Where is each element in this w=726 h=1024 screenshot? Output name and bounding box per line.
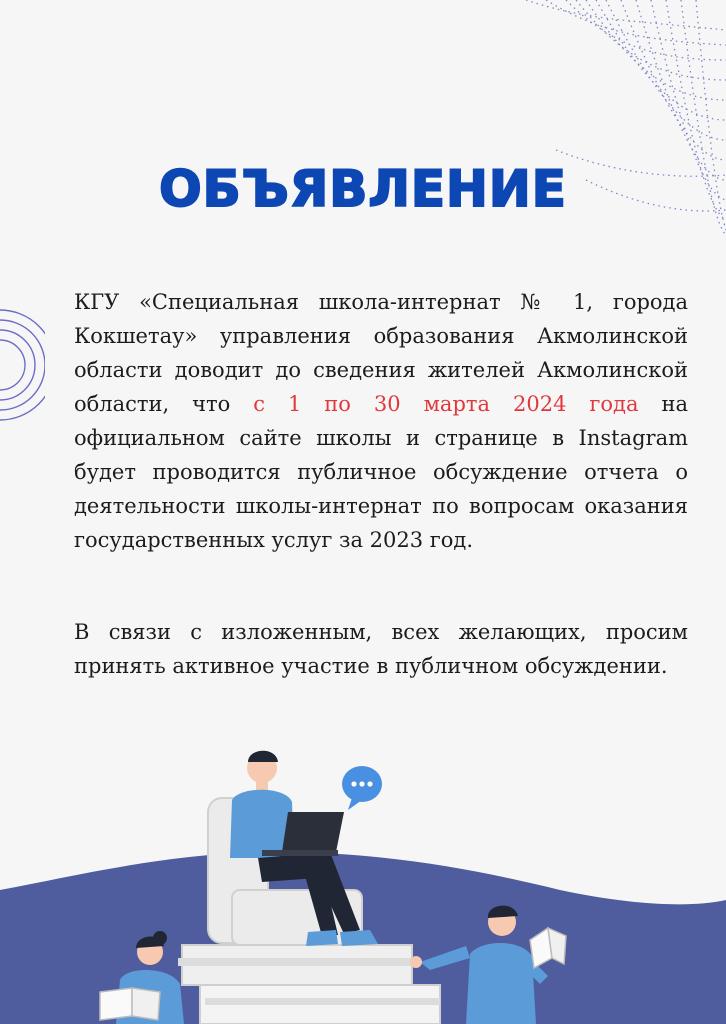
paragraph-text-start: КГУ «Специальная школа-интернат № 1, города Кокшетау» управления образования Акмолинской области доводит до сведения жителей Акмолинской области, что (74, 290, 688, 416)
page-title: ОБЪЯВЛЕНИЕ (159, 160, 567, 218)
illustration (0, 740, 726, 1024)
invitation-paragraph: В связи с изложенным, всех желающих, просим принять активное участие в публичном обсуждении. (74, 620, 688, 678)
speech-bubble-icon (342, 766, 382, 810)
book-icon (100, 988, 160, 1020)
date-highlight: с 1 по 30 марта 2024 года (253, 392, 639, 416)
paragraph-text-end: на официальном сайте школы и странице в Instagram будет проводится публичное обсуждение отчета о деятельности школы-интернат по вопросам оказания государственных услуг за 2023 год. (74, 392, 688, 552)
announcement-paragraph (74, 285, 688, 557)
concentric-arcs (0, 290, 45, 440)
